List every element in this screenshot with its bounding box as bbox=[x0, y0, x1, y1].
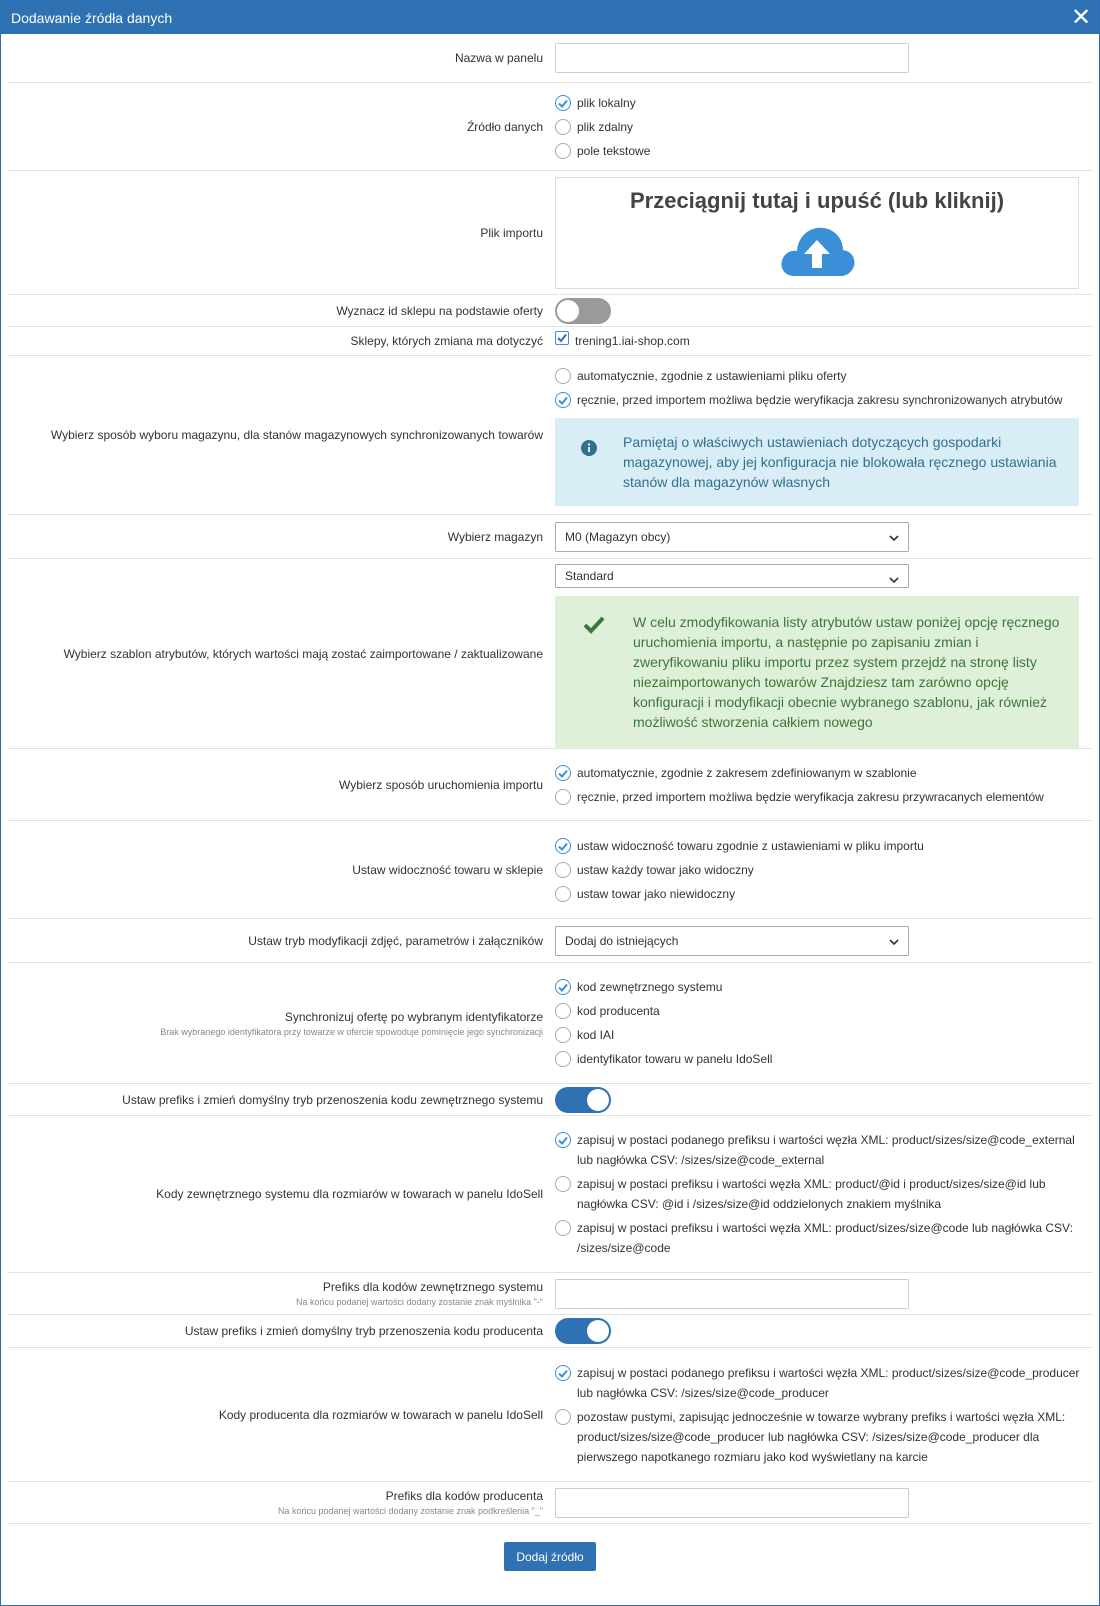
radio-checked-icon[interactable] bbox=[555, 1365, 571, 1381]
ext-prefix-toggle[interactable] bbox=[555, 1087, 611, 1113]
radio-checked-icon[interactable] bbox=[555, 392, 571, 408]
add-source-button[interactable]: Dodaj źródło bbox=[504, 1542, 596, 1571]
import-file-label: Plik importu bbox=[480, 225, 543, 240]
source-option-local[interactable]: plik lokalny bbox=[555, 93, 1093, 113]
prod-prefix-label: Prefiks dla kodów producenta Na końcu podanej wartości dodany zostanie znak podkreślenia "_" bbox=[277, 1489, 543, 1516]
row-source bbox=[7, 83, 1093, 171]
mod-mode-select[interactable]: Dodaj do istniejących bbox=[555, 926, 909, 956]
warehouse-mode-auto[interactable]: automatycznie, zgodnie z ustawieniami pliku oferty bbox=[555, 366, 1093, 386]
row-run-mode bbox=[7, 749, 1093, 821]
prod-prefix-input[interactable] bbox=[555, 1488, 909, 1518]
ext-prefix-input[interactable] bbox=[555, 1279, 909, 1309]
radio-icon[interactable] bbox=[555, 886, 571, 902]
radio-icon[interactable] bbox=[555, 143, 571, 159]
sync-ext-code[interactable]: kod zewnętrznego systemu bbox=[555, 977, 1093, 997]
radio-checked-icon[interactable] bbox=[555, 1132, 571, 1148]
prod-codes-option-1[interactable]: zapisuj w postaci podanego prefiksu i wartości węzła XML: product/sizes/size@code_producer lub nagłówka CSV: /sizes/size@code_producer bbox=[555, 1363, 1093, 1403]
run-mode-manual[interactable]: ręcznie, przed importem możliwa będzie weryfikacja zakresu przywracanych elementów bbox=[555, 787, 1093, 807]
row-warehouse bbox=[7, 515, 1093, 559]
ext-prefix-label: Prefiks dla kodów zewnętrznego systemu Na końcu podanej wartości dodany zostanie znak myślnika "-" bbox=[295, 1280, 543, 1307]
name-label: Nazwa w panelu bbox=[454, 51, 543, 65]
sync-label: Synchronizuj ofertę po wybranym identyfikatorze Brak wybranego identyfikatora przy towarze w ofercie spowoduje pominięcie jego synchronizacji bbox=[160, 1009, 543, 1037]
row-prod-prefix bbox=[7, 1482, 1093, 1524]
radio-icon[interactable] bbox=[555, 368, 571, 384]
ext-codes-option-3[interactable]: zapisuj w postaci prefiksu i wartości węzła XML: product/sizes/size@code lub nagłówka CSV: /sizes/size@code bbox=[555, 1218, 1093, 1258]
radio-checked-icon[interactable] bbox=[555, 765, 571, 781]
dialog-titlebar bbox=[1, 1, 1099, 34]
source-label: Źródło danych bbox=[466, 119, 543, 134]
chevron-down-icon bbox=[888, 936, 900, 948]
visibility-from-file[interactable]: ustaw widoczność towaru zgodnie z ustawieniami w pliku importu bbox=[555, 836, 1093, 856]
template-select[interactable]: Standard bbox=[555, 564, 909, 588]
warehouse-mode-label: Wybierz sposób wyboru magazynu, dla stanów magazynowych synchronizowanych towarów bbox=[50, 428, 543, 442]
row-visibility bbox=[7, 821, 1093, 919]
warehouse-info-alert bbox=[555, 418, 1079, 506]
ext-codes-option-1[interactable]: zapisuj w postaci podanego prefiksu i wartości węzła XML: product/sizes/size@code_external lub nagłówka CSV: /sizes/size@code_external bbox=[555, 1130, 1093, 1170]
row-import-file bbox=[7, 171, 1093, 295]
radio-icon[interactable] bbox=[555, 862, 571, 878]
radio-icon[interactable] bbox=[555, 1409, 571, 1425]
row-prod-codes bbox=[7, 1348, 1093, 1482]
name-input[interactable] bbox=[555, 43, 909, 73]
warehouse-mode-manual[interactable]: ręcznie, przed importem możliwa będzie weryfikacja zakresu synchronizowanych atrybutów bbox=[555, 390, 1093, 410]
sync-producer-code[interactable]: kod producenta bbox=[555, 1001, 1093, 1021]
shop-id-toggle[interactable] bbox=[555, 298, 611, 324]
prod-prefix-toggle[interactable] bbox=[555, 1318, 611, 1344]
radio-icon[interactable] bbox=[555, 1003, 571, 1019]
row-sync bbox=[7, 963, 1093, 1084]
visibility-visible[interactable]: ustaw każdy towar jako widoczny bbox=[555, 860, 1093, 880]
chevron-down-icon bbox=[888, 532, 900, 544]
row-mod-mode bbox=[7, 919, 1093, 963]
warehouse-label: Wybierz magazyn bbox=[447, 529, 543, 544]
row-warehouse-mode bbox=[7, 356, 1093, 515]
visibility-label: Ustaw widoczność towaru w sklepie bbox=[352, 862, 543, 877]
row-prod-prefix-toggle bbox=[7, 1315, 1093, 1348]
row-shop-id bbox=[7, 295, 1093, 327]
row-template bbox=[7, 559, 1093, 749]
warehouse-info-text: Pamiętaj o właściwych ustawieniach dotyczących gospodarki magazynowej, aby jej konfiguracja nie blokowała ręcznego ustawiania stanów dla magazynów własnych bbox=[623, 434, 1057, 490]
radio-icon[interactable] bbox=[555, 1176, 571, 1192]
file-dropzone[interactable] bbox=[555, 177, 1079, 289]
row-shops bbox=[7, 327, 1093, 356]
ext-prefix-toggle-label: Ustaw prefiks i zmień domyślny tryb przenoszenia kodu zewnętrznego systemu bbox=[122, 1092, 543, 1107]
ext-prefix-hint: Na końcu podanej wartości dodany zostanie znak myślnika "-" bbox=[295, 1297, 543, 1307]
radio-icon[interactable] bbox=[555, 119, 571, 135]
row-name bbox=[7, 34, 1093, 83]
ext-codes-option-2[interactable]: zapisuj w postaci prefiksu i wartości węzła XML: product/@id i product/sizes/size@id lub nagłówka CSV: @id i /sizes/size@id oddzielonych znakiem myślnika bbox=[555, 1174, 1093, 1214]
radio-checked-icon[interactable] bbox=[555, 979, 571, 995]
chevron-down-icon bbox=[888, 574, 900, 586]
cloud-upload-icon bbox=[777, 220, 857, 280]
template-success-alert bbox=[555, 596, 1079, 748]
prod-codes-option-2[interactable]: pozostaw pustymi, zapisując jednocześnie w towarze wybrany prefiks i wartości węzła XML: product/sizes/size@code_producer lub nagłówka CSV: /sizes/size@code_producer dla pierwszego napotkanego rozmiaru jako kod wyświetlany na karcie bbox=[555, 1407, 1093, 1467]
prod-codes-label: Kody producenta dla rozmiarów w towarach w panelu IdoSell bbox=[218, 1407, 543, 1422]
close-icon[interactable]: ✕ bbox=[1070, 3, 1092, 31]
run-mode-auto[interactable]: automatycznie, zgodnie z zakresem zdefiniowanym w szablonie bbox=[555, 763, 1093, 783]
radio-icon[interactable] bbox=[555, 1051, 571, 1067]
shop-id-label: Wyznacz id sklepu na podstawie oferty bbox=[336, 303, 543, 318]
checkbox-checked-icon[interactable] bbox=[555, 331, 569, 345]
shop-checkbox-item[interactable]: trening1.iai-shop.com bbox=[555, 331, 1093, 351]
radio-icon[interactable] bbox=[555, 1220, 571, 1236]
radio-checked-icon[interactable] bbox=[555, 95, 571, 111]
radio-checked-icon[interactable] bbox=[555, 838, 571, 854]
dropzone-text: Przeciągnij tutaj i upuść (lub kliknij) bbox=[629, 187, 1005, 213]
source-option-text[interactable]: pole tekstowe bbox=[555, 141, 1093, 161]
warehouse-select[interactable]: M0 (Magazyn obcy) bbox=[555, 522, 909, 552]
mod-mode-label: Ustaw tryb modyfikacji zdjęć, parametrów i załączników bbox=[248, 933, 543, 948]
sync-panel-id[interactable]: identyfikator towaru w panelu IdoSell bbox=[555, 1049, 1093, 1069]
shops-label: Sklepy, których zmiana ma dotyczyć bbox=[350, 334, 543, 348]
sync-iai-code[interactable]: kod IAI bbox=[555, 1025, 1093, 1045]
run-mode-label: Wybierz sposób uruchomienia importu bbox=[339, 777, 543, 792]
template-info-text: W celu zmodyfikowania listy atrybutów ustaw poniżej opcję ręcznego uruchomienia importu, a następnie po zapisaniu zmian i zweryfikowaniu pliku importu przez system przejdź na stronę listy niezaimportowanych towarów Znajdziesz tam zarówno opcję konfiguracji i modyfikacji obecnie wybranego szablonu, jak również możliwość stworzenia całkiem nowego bbox=[633, 614, 1060, 730]
sync-hint: Brak wybranego identyfikatora przy towarze w ofercie spowoduje pominięcie jego synchronizacji bbox=[160, 1026, 543, 1037]
ext-codes-label: Kody zewnętrznego systemu dla rozmiarów w towarach w panelu IdoSell bbox=[156, 1187, 543, 1201]
info-icon bbox=[581, 440, 597, 456]
row-ext-codes bbox=[7, 1116, 1093, 1273]
template-label: Wybierz szablon atrybutów, których wartości mają zostać zaimportowane / zaktualizowane bbox=[63, 646, 543, 661]
radio-icon[interactable] bbox=[555, 1027, 571, 1043]
prod-prefix-toggle-label: Ustaw prefiks i zmień domyślny tryb przenoszenia kodu producenta bbox=[184, 1324, 543, 1338]
row-ext-prefix bbox=[7, 1273, 1093, 1315]
dialog-title: Dodawanie źródła danych bbox=[11, 9, 173, 26]
source-option-remote[interactable]: plik zdalny bbox=[555, 117, 1093, 137]
checkmark-icon bbox=[583, 616, 605, 634]
visibility-hidden[interactable]: ustaw towar jako niewidoczny bbox=[555, 884, 1093, 904]
radio-icon[interactable] bbox=[555, 789, 571, 805]
prod-prefix-hint: Na końcu podanej wartości dodany zostanie znak podkreślenia "_" bbox=[277, 1506, 543, 1516]
row-ext-prefix-toggle bbox=[7, 1084, 1093, 1116]
